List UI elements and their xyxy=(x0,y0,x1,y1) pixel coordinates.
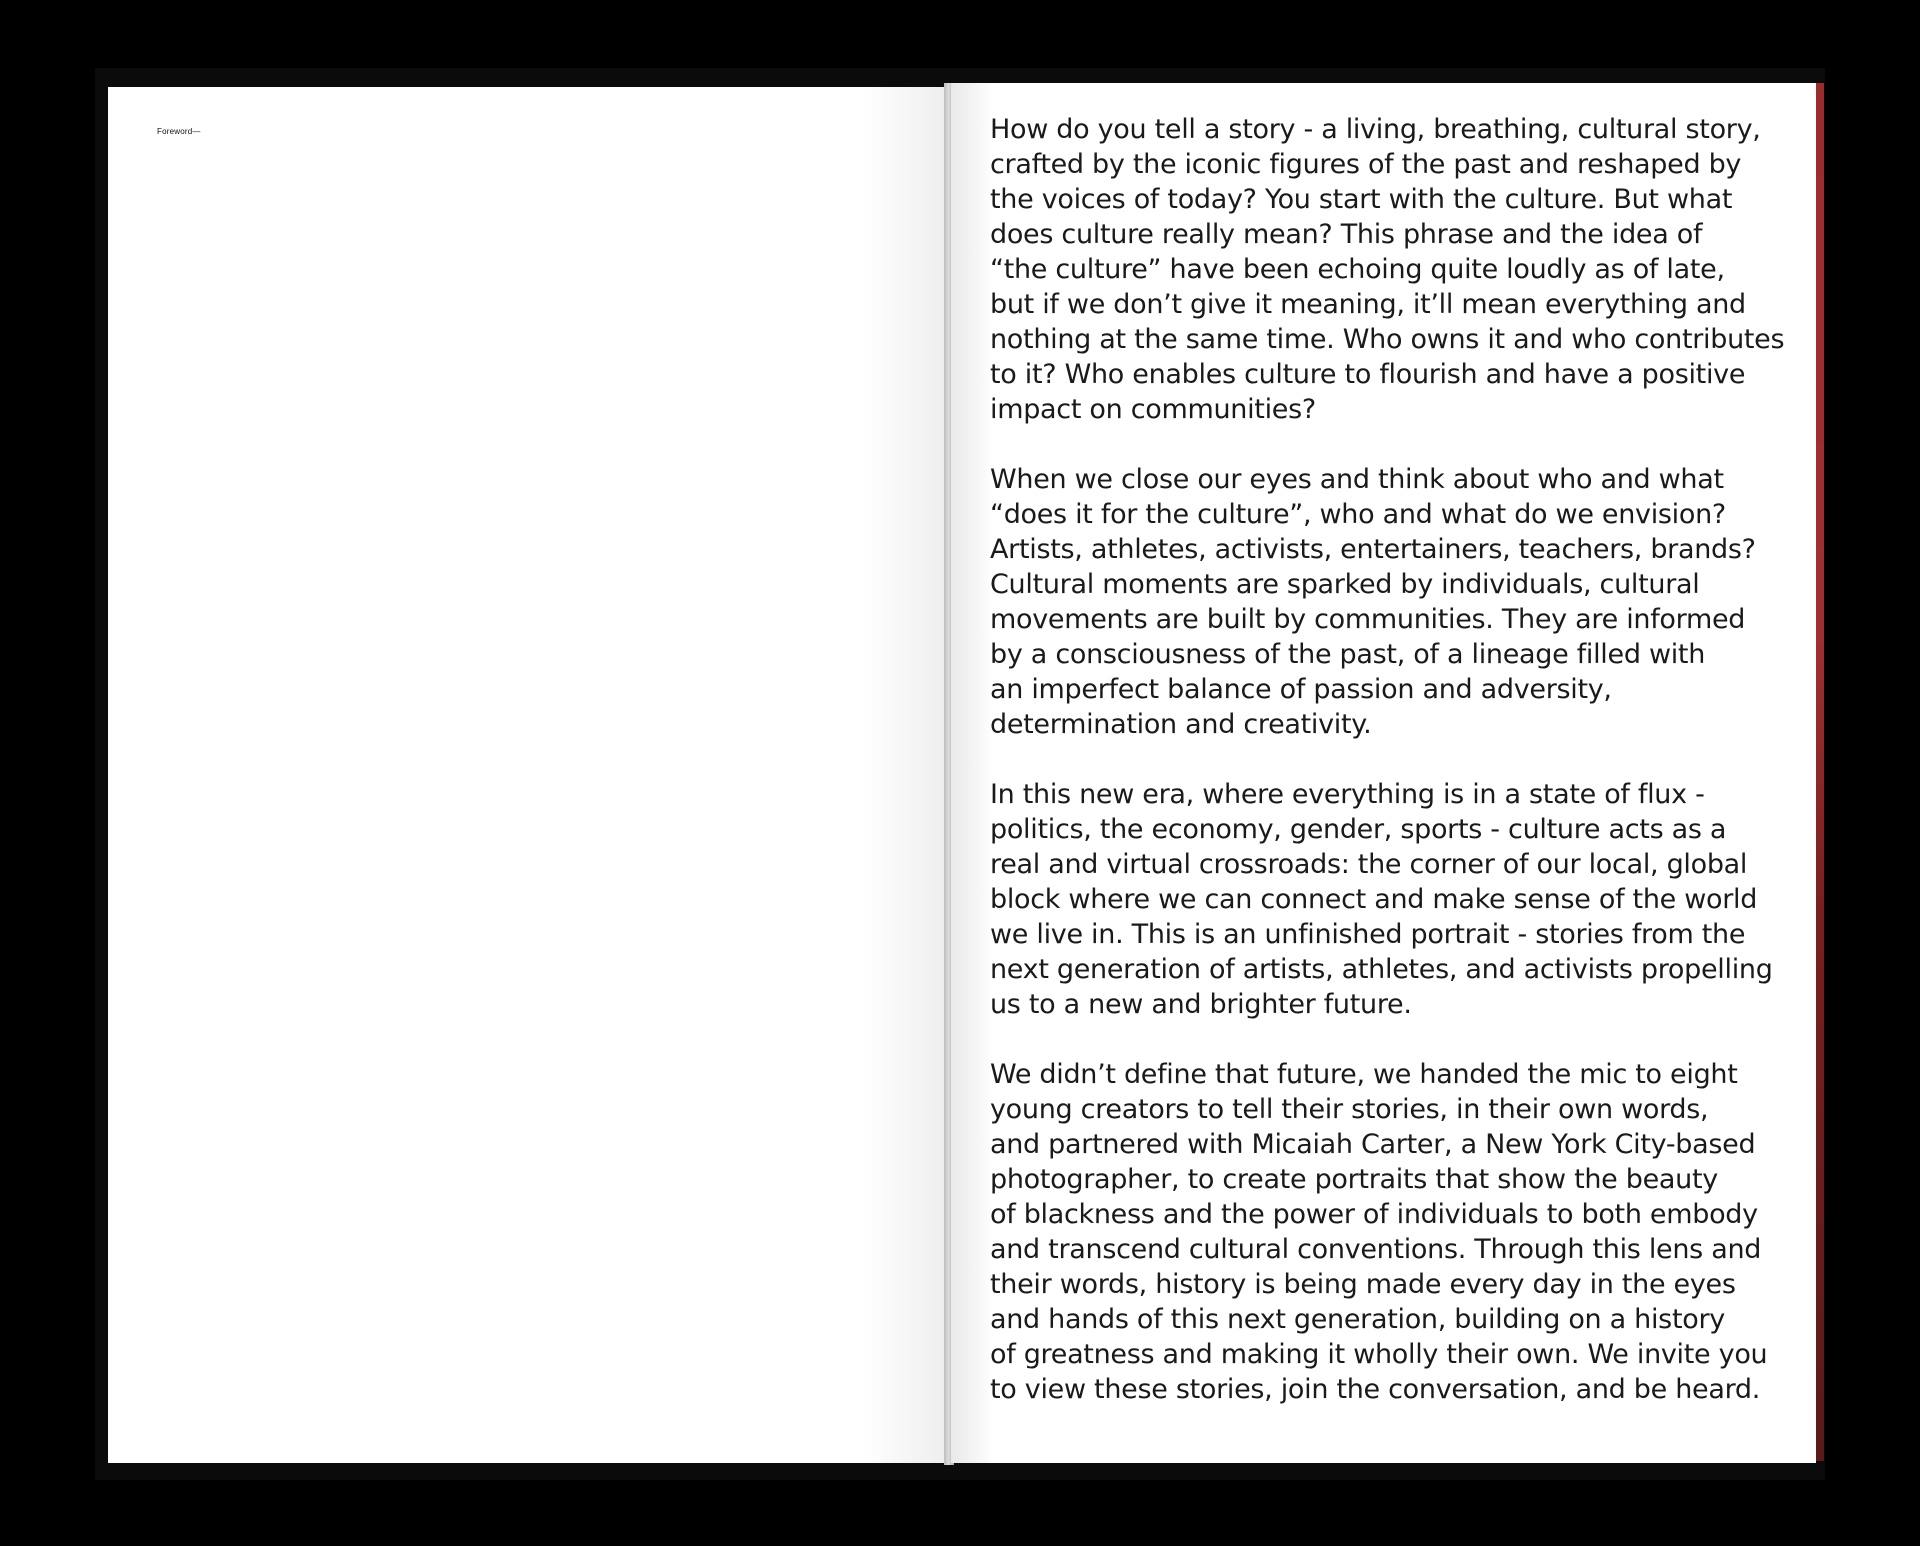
left-page xyxy=(108,87,946,1463)
running-head: Foreword— xyxy=(157,127,201,136)
paragraph-3: In this new era, where everything is in a state of flux - politics, the economy, gender, sports - culture acts as a real and virtual crossroads: the corner of our local, global block where we can connect and make sense of the world we live in. This is an unfinished portrait - stories from the next generation of artists, athletes, and activists propelling us to a new and brighter future. xyxy=(990,779,1773,1020)
paragraph-4: We didn’t define that future, we handed the mic to eight young creators to tell their stories, in their own words, and partnered with Micaiah Carter, a New York City-based photographer, to create portraits that show the beauty of blackness and the power of individuals to both embody and transcend cultural conventions. Through this lens and their words, history is being made every day in the eyes and hands of this next generation, building on a history of greatness and making it wholly their own. We invite you to view these stories, join the conversation, and be heard. xyxy=(990,1059,1768,1405)
paragraph-1: How do you tell a story - a living, breathing, cultural story, crafted by the iconic figures of the past and reshaped by the voices of today? You start with the culture. But what does culture really mean? This phrase and the idea of “the culture” have been echoing quite loudly as of late, but if we don’t give it meaning, it’ll mean everything and nothing at the same time. Who owns it and who contributes to it? Who enables culture to flourish and have a positive impact on communities? xyxy=(990,114,1785,425)
foreword-body xyxy=(990,112,1790,1442)
paragraph-2: When we close our eyes and think about who and what “does it for the culture”, who and what do we envision? Artists, athletes, activists, entertainers, teachers, brands? Cultural moments are sparked by individuals, cultural movements are built by communities. They are informed by a consciousness of the past, of a lineage filled with an imperfect balance of passion and adversity, determination and creativity. xyxy=(990,464,1756,740)
next-page-edge xyxy=(1816,83,1824,1461)
